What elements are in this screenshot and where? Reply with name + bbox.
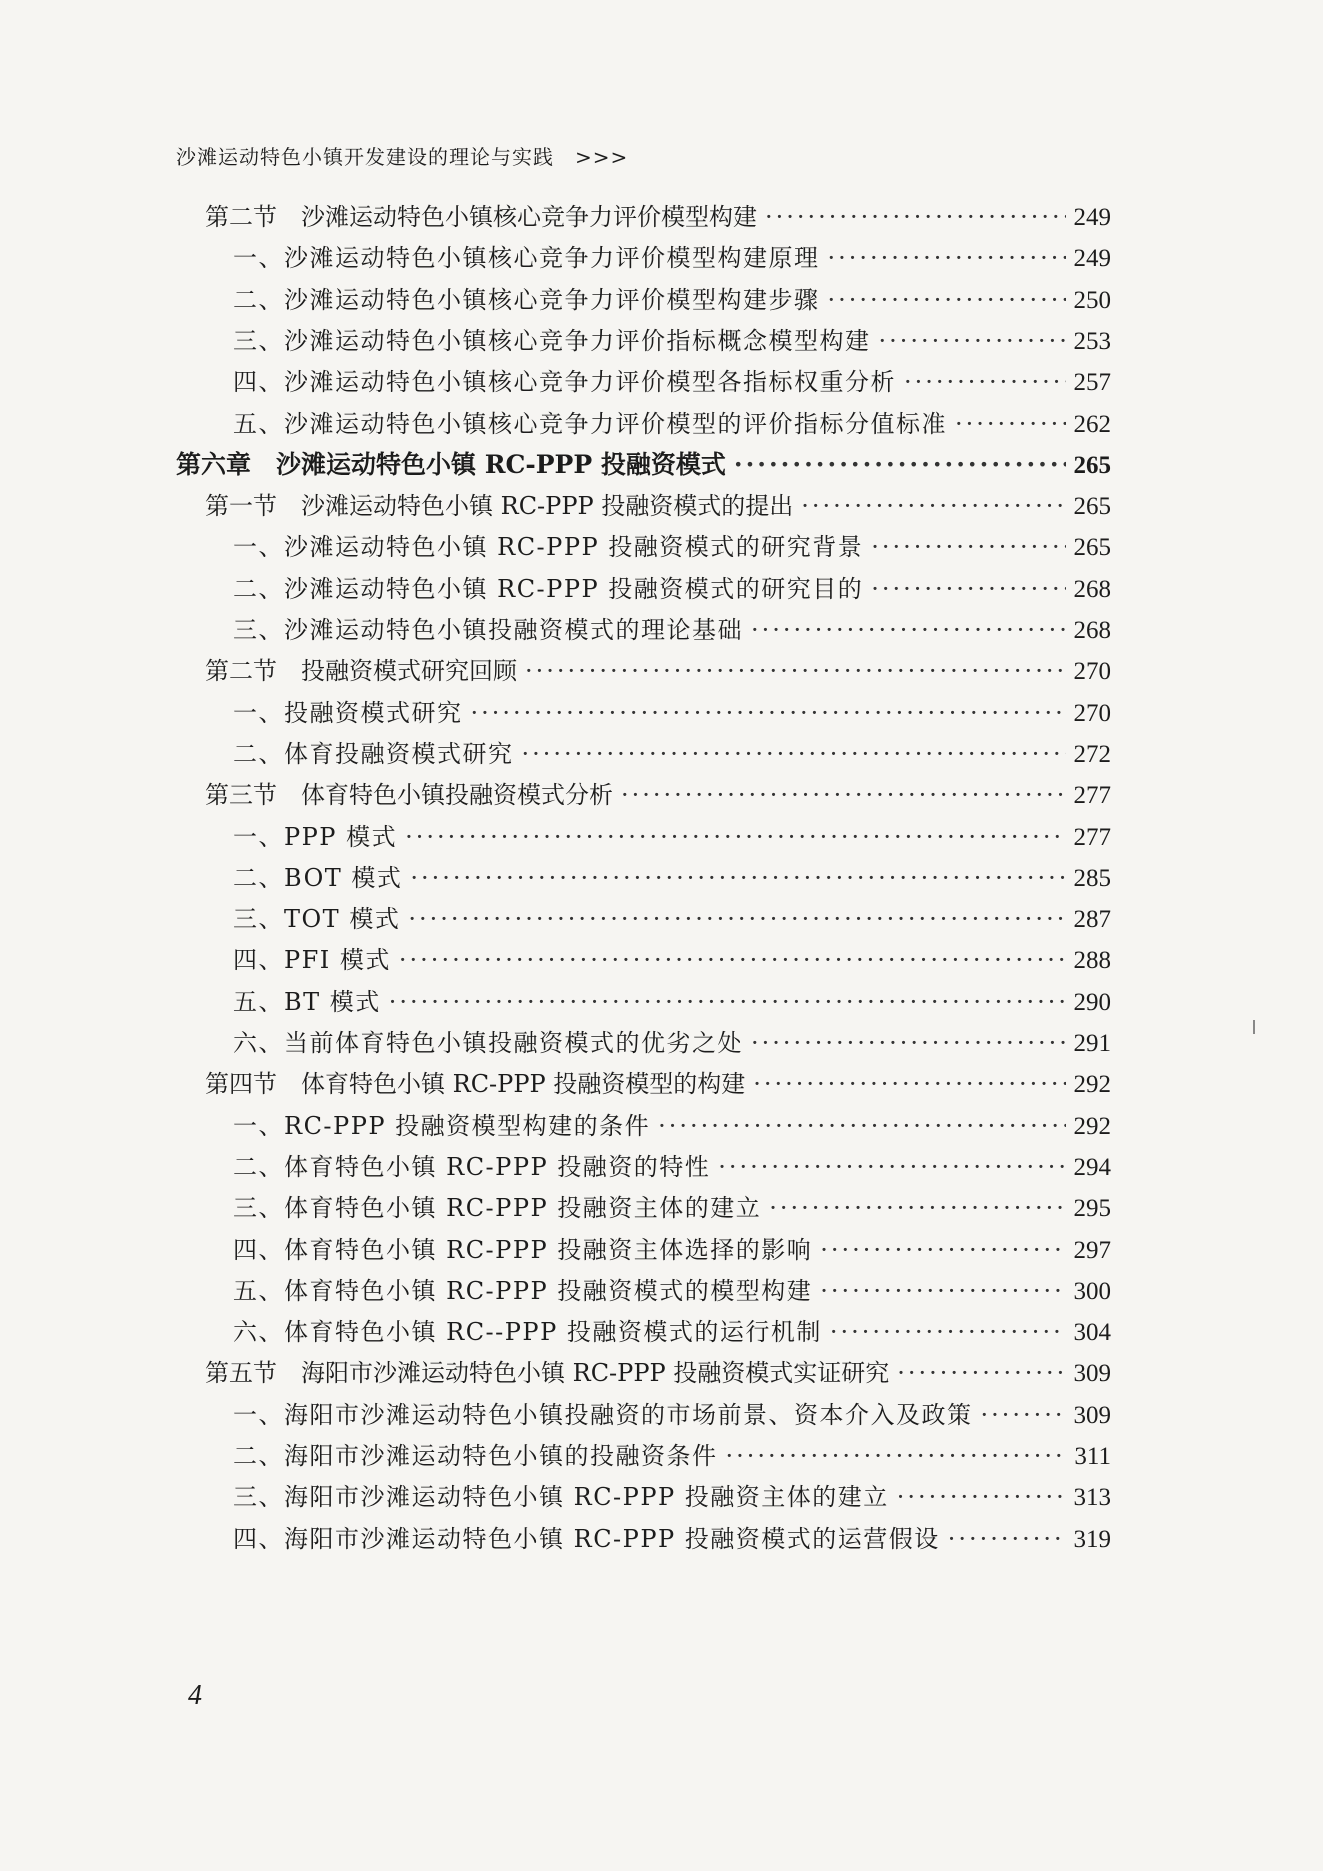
toc-title: 五、体育特色小镇 RC-PPP 投融资模式的模型构建 — [233, 1277, 813, 1305]
toc-title: 第四节 体育特色小镇 RC-PPP 投融资模型的构建 — [205, 1070, 746, 1098]
toc-leader-dots — [734, 448, 1066, 482]
page-number: 4 — [188, 1680, 202, 1711]
toc-page-number: 287 — [1073, 906, 1111, 933]
toc-entry-section[interactable] — [205, 778, 1111, 812]
toc-leader-dots — [871, 530, 1065, 564]
toc-leader-dots — [820, 1274, 1065, 1308]
toc-title: 第二节 投融资模式研究回顾 — [205, 657, 517, 685]
toc-entry-section[interactable] — [205, 1356, 1111, 1390]
toc-title: 三、沙滩运动特色小镇核心竞争力评价指标概念模型构建 — [233, 327, 871, 355]
toc-entry-item[interactable] — [233, 1150, 1111, 1184]
toc-title: 四、PFI 模式 — [233, 946, 391, 974]
toc-entry-chapter[interactable] — [176, 448, 1111, 482]
toc-leader-dots — [879, 324, 1066, 358]
toc-title: 二、体育投融资模式研究 — [233, 740, 514, 768]
toc-entry-item[interactable] — [233, 861, 1111, 895]
toc-page-number: 270 — [1073, 658, 1111, 685]
toc-title: 三、体育特色小镇 RC-PPP 投融资主体的建立 — [233, 1194, 762, 1222]
toc-entry-item[interactable] — [233, 1439, 1111, 1473]
toc-entry-item[interactable] — [233, 1191, 1111, 1225]
toc-page-number: 311 — [1074, 1443, 1111, 1470]
toc-leader-dots — [522, 737, 1066, 771]
toc-title: 第六章 沙滩运动特色小镇 RC-PPP 投融资模式 — [176, 450, 726, 479]
toc-title: 一、RC-PPP 投融资模型构建的条件 — [233, 1112, 651, 1140]
toc-page-number: 272 — [1073, 741, 1111, 768]
toc-page-number: 257 — [1073, 369, 1111, 396]
toc-entry-item[interactable] — [233, 1026, 1111, 1060]
toc-leader-dots — [410, 861, 1065, 895]
toc-entry-item[interactable] — [233, 1480, 1111, 1514]
toc-leader-dots — [769, 1191, 1065, 1225]
toc-page-number: 270 — [1073, 700, 1111, 727]
toc-entry-item[interactable] — [233, 613, 1111, 647]
toc-entry-item[interactable] — [233, 985, 1111, 1019]
toc-title: 五、BT 模式 — [233, 988, 381, 1016]
toc-entry-item[interactable] — [233, 943, 1111, 977]
toc-page-number: 309 — [1073, 1360, 1111, 1387]
toc-leader-dots — [621, 778, 1066, 812]
toc-title: 四、沙滩运动特色小镇核心竞争力评价模型各指标权重分析 — [233, 368, 896, 396]
toc-page-number: 288 — [1073, 947, 1111, 974]
toc-entry-item[interactable] — [233, 737, 1111, 771]
toc-title: 四、海阳市沙滩运动特色小镇 RC-PPP 投融资模式的运营假设 — [233, 1525, 940, 1553]
toc-page-number: 265 — [1073, 534, 1111, 561]
toc-title: 二、沙滩运动特色小镇 RC-PPP 投融资模式的研究目的 — [233, 575, 864, 603]
toc-page-number: 294 — [1073, 1154, 1111, 1181]
toc-title: 一、PPP 模式 — [233, 823, 398, 851]
toc-title: 一、沙滩运动特色小镇 RC-PPP 投融资模式的研究背景 — [233, 533, 864, 561]
toc-page-number: 291 — [1073, 1030, 1111, 1057]
toc-entry-item[interactable] — [233, 696, 1111, 730]
toc-leader-dots — [751, 1026, 1066, 1060]
toc-page-number: 297 — [1073, 1237, 1111, 1264]
toc-entry-section[interactable] — [205, 1067, 1111, 1101]
toc-leader-dots — [828, 241, 1066, 275]
toc-leader-dots — [471, 696, 1066, 730]
toc-entry-item[interactable] — [233, 241, 1111, 275]
toc-leader-dots — [399, 943, 1066, 977]
toc-page-number: 319 — [1073, 1526, 1111, 1553]
toc-title: 一、海阳市沙滩运动特色小镇投融资的市场前景、资本介入及政策 — [233, 1401, 973, 1429]
toc-page-number: 292 — [1073, 1071, 1111, 1098]
toc-leader-dots — [765, 200, 1066, 234]
toc-leader-dots — [897, 1356, 1065, 1390]
toc-page-number: 277 — [1073, 824, 1111, 851]
toc-title: 三、海阳市沙滩运动特色小镇 RC-PPP 投融资主体的建立 — [233, 1483, 889, 1511]
toc-leader-dots — [405, 820, 1065, 854]
toc-entry-item[interactable] — [233, 572, 1111, 606]
toc-title: 六、当前体育特色小镇投融资模式的优劣之处 — [233, 1029, 743, 1057]
toc-leader-dots — [897, 1480, 1066, 1514]
toc-entry-item[interactable] — [233, 530, 1111, 564]
toc-leader-dots — [726, 1439, 1067, 1473]
toc-entry-item[interactable] — [233, 324, 1111, 358]
running-header: 沙滩运动特色小镇开发建设的理论与实践 >>> — [176, 145, 629, 169]
toc-page-number: 268 — [1073, 617, 1111, 644]
toc-page-number: 265 — [1073, 493, 1111, 520]
toc-leader-dots — [389, 985, 1066, 1019]
toc-entry-item[interactable] — [233, 1109, 1111, 1143]
toc-page-number: 249 — [1073, 204, 1111, 231]
toc-entry-item[interactable] — [233, 1315, 1111, 1349]
toc-page-number: 250 — [1073, 287, 1111, 314]
toc-title: 四、体育特色小镇 RC-PPP 投融资主体选择的影响 — [233, 1236, 813, 1264]
toc-leader-dots — [525, 654, 1066, 688]
toc-page-number: 309 — [1073, 1402, 1111, 1429]
toc-entry-item[interactable] — [233, 820, 1111, 854]
toc-title: 六、体育特色小镇 RC--PPP 投融资模式的运行机制 — [233, 1318, 822, 1346]
toc-leader-dots — [830, 1315, 1066, 1349]
toc-title: 二、BOT 模式 — [233, 864, 403, 892]
toc-page-number: 262 — [1073, 411, 1111, 438]
toc-page-number: 313 — [1073, 1484, 1111, 1511]
toc-leader-dots — [955, 407, 1066, 441]
toc-entry-item[interactable] — [233, 1522, 1111, 1556]
toc-title: 一、投融资模式研究 — [233, 699, 463, 727]
toc-title: 第五节 海阳市沙滩运动特色小镇 RC-PPP 投融资模式实证研究 — [205, 1359, 890, 1387]
toc-leader-dots — [801, 489, 1065, 523]
toc-title: 二、海阳市沙滩运动特色小镇的投融资条件 — [233, 1442, 718, 1470]
toc-leader-dots — [751, 613, 1066, 647]
toc-page-number: 268 — [1073, 576, 1111, 603]
toc-entry-item[interactable] — [233, 365, 1111, 399]
toc-page-number: 265 — [1073, 452, 1111, 479]
toc-page-number: 249 — [1073, 245, 1111, 272]
toc-page-number: 295 — [1073, 1195, 1111, 1222]
toc-entry-item[interactable] — [233, 407, 1111, 441]
toc-title: 三、TOT 模式 — [233, 905, 401, 933]
toc-entry-item[interactable] — [233, 1274, 1111, 1308]
scan-edge-mark — [1253, 1020, 1255, 1034]
toc-entry-section[interactable] — [205, 654, 1111, 688]
toc-leader-dots — [820, 1233, 1065, 1267]
toc-entry-section[interactable] — [205, 489, 1111, 523]
toc-leader-dots — [658, 1109, 1065, 1143]
toc-title: 三、沙滩运动特色小镇投融资模式的理论基础 — [233, 616, 743, 644]
toc-leader-dots — [408, 902, 1065, 936]
toc-entry-item[interactable] — [233, 1398, 1111, 1432]
toc-leader-dots — [904, 365, 1066, 399]
toc-leader-dots — [948, 1522, 1066, 1556]
toc-title: 第二节 沙滩运动特色小镇核心竞争力评价模型构建 — [205, 203, 757, 231]
toc-page-number: 292 — [1073, 1113, 1111, 1140]
toc-page-number: 285 — [1073, 865, 1111, 892]
toc-leader-dots — [828, 283, 1066, 317]
toc-page-number: 290 — [1073, 989, 1111, 1016]
toc-page-number: 253 — [1073, 328, 1111, 355]
toc-entry-section[interactable] — [205, 200, 1111, 234]
toc-title: 二、体育特色小镇 RC-PPP 投融资的特性 — [233, 1153, 711, 1181]
toc-entry-item[interactable] — [233, 1233, 1111, 1267]
toc-title: 一、沙滩运动特色小镇核心竞争力评价模型构建原理 — [233, 244, 820, 272]
toc-title: 第三节 体育特色小镇投融资模式分析 — [205, 781, 613, 809]
toc-page-number: 304 — [1073, 1319, 1111, 1346]
toc-leader-dots — [981, 1398, 1066, 1432]
toc-page-number: 300 — [1073, 1278, 1111, 1305]
toc-leader-dots — [718, 1150, 1065, 1184]
toc-leader-dots — [871, 572, 1065, 606]
toc-title: 五、沙滩运动特色小镇核心竞争力评价模型的评价指标分值标准 — [233, 410, 947, 438]
toc-leader-dots — [753, 1067, 1065, 1101]
toc-entry-item[interactable] — [233, 283, 1111, 317]
toc-entry-item[interactable] — [233, 902, 1111, 936]
toc-title: 二、沙滩运动特色小镇核心竞争力评价模型构建步骤 — [233, 286, 820, 314]
toc-title: 第一节 沙滩运动特色小镇 RC-PPP 投融资模式的提出 — [205, 492, 794, 520]
toc-page-number: 277 — [1073, 782, 1111, 809]
